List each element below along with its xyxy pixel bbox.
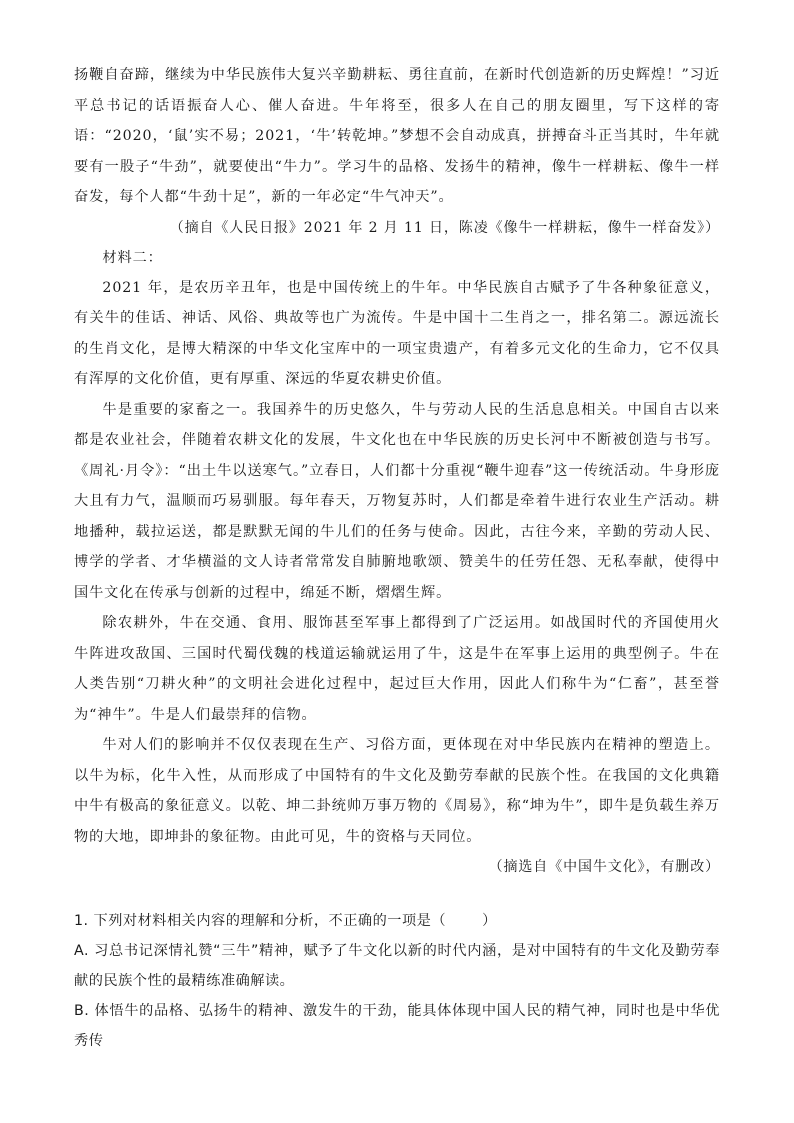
material-two-paragraph: 除农耕外，牛在交通、食用、服饰甚至军事上都得到了广泛运用。如战国时代的齐国使用火牛阵进攻敌国、三国时代蜀伐魏的栈道运输就运用了牛，这是牛在军事上运用的典型例子。牛在人类告别“刀耕火种”的文明社会进化过程中，起过巨大作用，因此人们称牛为“仁畜”，甚至誉为“神牛”。牛是人们最崇拜的信物。 (74, 615, 720, 723)
material-two-paragraph: 牛是重要的家畜之一。我国养牛的历史悠久，牛与劳动人民的生活息息相关。中国自古以来都是农业社会，伴随着农耕文化的发展，牛文化也在中华民族的历史长河中不断被创造与书写。《周礼·月令》：“出土牛以送寒气。”立春日，人们都十分重视“鞭牛迎春”这一传统活动。牛身形庞大且有力气，温顺而巧易驯服。每年春天，万物复苏时，人们都是牵着牛进行农业生产活动。耕地播种，载拉运送，都是默默无闻的牛儿们的任务与使命。因此，古往今来，辛勤的劳动人民、博学的学者、才华横溢的文人诗者常常发自肺腑地歌颂、赞美牛的任劳任怨、无私奉献，使得中国牛文化在传承与创新的过程中，绵延不断，熠熠生辉。 (74, 401, 720, 601)
option-b: B. 体悟牛的品格、弘扬牛的精神、激发牛的干劲，能具体体现中国人民的精气神，同时也是中华优秀传 (74, 1003, 720, 1049)
option-a: A. 习总书记深情礼赞“三牛”精神，赋予了牛文化以新的时代内涵，是对中国特有的牛文化及勤劳奉献的民族个性的最精练准确解读。 (74, 943, 720, 989)
material-two-paragraph: 牛对人们的影响并不仅仅表现在生产、习俗方面，更体现在对中华民族内在精神的塑造上。以牛为标，化牛入性，从而形成了中国特有的牛文化及勤劳奉献的民族个性。在我国的文化典籍中牛有极高的象征意义。以乾、坤二卦统帅万事万物的《周易》，称“坤为牛”，即牛是负载生养万物的大地，即坤卦的象征物。由此可见，牛的资格与天同位。 (74, 737, 720, 845)
material-two-paragraph: 2021 年，是农历辛丑年，也是中国传统上的牛年。中华民族自古赋予了牛各种象征意义，有关牛的佳话、神话、风俗、典故等也广为流传。牛是中国十二生肖之一，排名第二。源远流长的生肖文化，是博大精深的中华文化宝库中的一项宝贵遗产，有着多元文化的生命力，它不仅具有浑厚的文化价值，更有厚重、深远的华夏农耕史价值。 (74, 279, 720, 387)
question-stem (74, 906, 720, 936)
material-one-source: （摘自《人民日报》2021 年 2 月 11 日，陈凌《像牛一样耕耘，像牛一样奋发》） (169, 219, 720, 236)
question-stem-close: ） (482, 913, 497, 929)
material-two-source: （摘选自《中国牛文化》，有删改） (488, 859, 720, 875)
question-block (74, 906, 720, 1056)
material-two-label: 材料二： (102, 249, 163, 266)
question-stem-text: 1. 下列对材料相关内容的理解和分析，不正确的一项是（ (74, 913, 447, 929)
material-one-paragraph: 扬鞭自奋蹄，继续为中华民族伟大复兴辛勤耕耘、勇往直前，在新时代创造新的历史辉煌！”习近平总书记的话语振奋人心、催人奋进。牛年将至，很多人在自己的朋友圈里，写下这样的寄语：“2020，‘鼠’实不易；2021，‘牛’转乾坤。”梦想不会自动成真，拼搏奋斗正当其时，牛年就要有一股子“牛劲”，就要使出“牛力”。学习牛的品格、发扬牛的精神，像牛一样耕耘、像牛一样奋发，每个人都“牛劲十足”，新的一年必定“牛气冲天”。 (74, 67, 720, 205)
reading-material (74, 60, 720, 882)
